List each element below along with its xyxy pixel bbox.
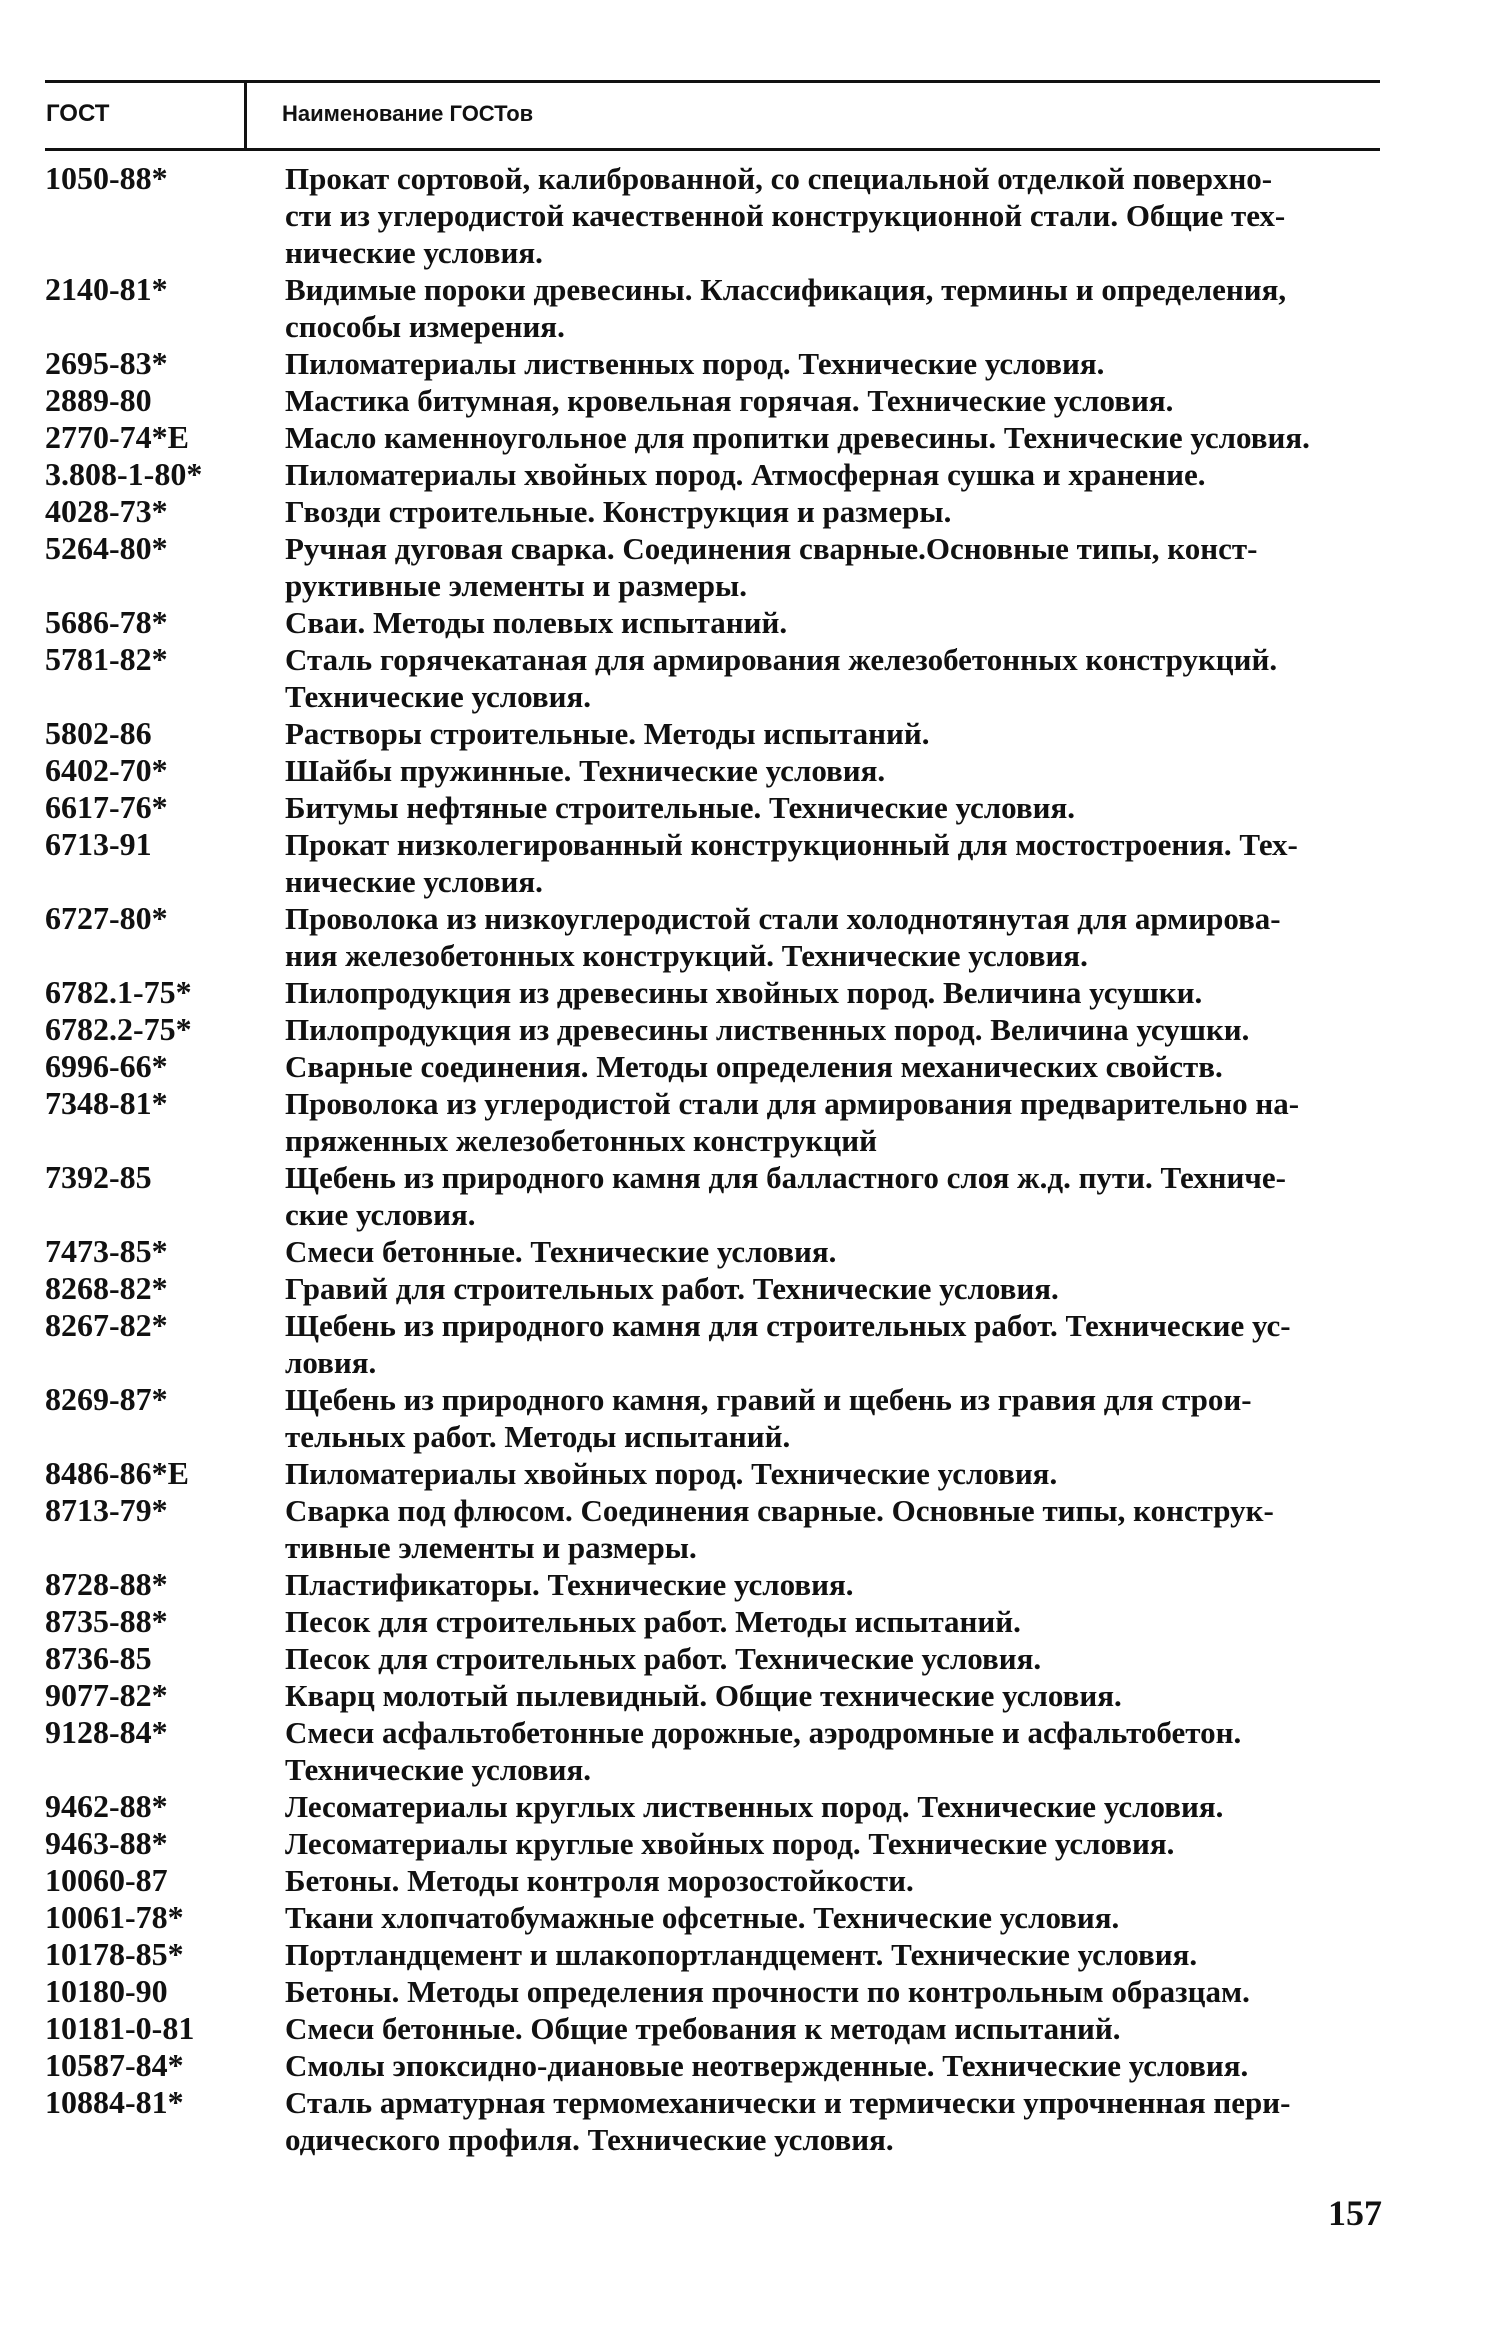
- gost-title-line: Проволока из низкоуглеродистой стали холоднотянутая для армирова-: [285, 901, 1281, 936]
- gost-title-line: Сталь горячекатаная для армирования железобетонных конструкций.: [285, 642, 1278, 677]
- gost-title-line: Технические условия.: [285, 1752, 592, 1787]
- gost-title-line: ловия.: [285, 1345, 377, 1380]
- table-row: [45, 826, 1385, 900]
- gost-title: [285, 2010, 1385, 2047]
- gost-code: 9077-82*: [45, 1677, 168, 1713]
- gost-title-line: Ручная дуговая сварка. Соединения сварные.Основные типы, конст-: [285, 531, 1258, 566]
- table-row: [45, 1492, 1385, 1566]
- gost-code: 2770-74*Е: [45, 419, 189, 455]
- gost-code: 8269-87*: [45, 1381, 168, 1417]
- gost-title-line: Песок для строительных работ. Технические условия.: [285, 1641, 1042, 1676]
- gost-title-line: Сварка под флюсом. Соединения сварные. Основные типы, конструк-: [285, 1493, 1274, 1528]
- gost-title-line: ния железобетонных конструкций. Технические условия.: [285, 938, 1088, 973]
- gost-title: [285, 1381, 1385, 1455]
- gost-code: 5686-78*: [45, 604, 168, 640]
- gost-title: [285, 160, 1385, 271]
- gost-code: 5802-86: [45, 715, 152, 751]
- gost-title: [285, 456, 1385, 493]
- column-header-name: Наименование ГОСТов: [282, 101, 534, 126]
- gost-code: 10180-90: [45, 1973, 168, 2009]
- table-row: [45, 604, 1385, 641]
- table-row: [45, 1270, 1385, 1307]
- gost-title-line: Мастика битумная, кровельная горячая. Технические условия.: [285, 383, 1174, 418]
- gost-title: [285, 826, 1385, 900]
- gost-title-line: Шайбы пружинные. Технические условия.: [285, 753, 886, 788]
- gost-title: [285, 2084, 1385, 2158]
- gost-title-line: Бетоны. Методы определения прочности по контрольным образцам.: [285, 1974, 1250, 2009]
- gost-code: 10181-0-81: [45, 2010, 195, 2046]
- table-row: [45, 1048, 1385, 1085]
- gost-title: [285, 419, 1385, 456]
- gost-code: 10061-78*: [45, 1899, 184, 1935]
- table-row: [45, 419, 1385, 456]
- table-row: [45, 1788, 1385, 1825]
- gost-code: 8713-79*: [45, 1492, 168, 1528]
- table-row: [45, 974, 1385, 1011]
- gost-title-line: Щебень из природного камня для строительных работ. Технические ус-: [285, 1308, 1291, 1343]
- gost-title: [285, 1159, 1385, 1233]
- page-number: 157: [1328, 2193, 1382, 2233]
- gost-title: [285, 604, 1385, 641]
- table-row: [45, 1381, 1385, 1455]
- gost-code: 5781-82*: [45, 641, 168, 677]
- table-row: [45, 1233, 1385, 1270]
- gost-title-line: Пиломатериалы хвойных пород. Атмосферная сушка и хранение.: [285, 457, 1206, 492]
- gost-title: [285, 1825, 1385, 1862]
- gost-title-line: Бетоны. Методы контроля морозостойкости.: [285, 1863, 914, 1898]
- gost-title: [285, 1640, 1385, 1677]
- gost-title: [285, 1973, 1385, 2010]
- gost-title-line: Прокат сортовой, калиброванной, со специальной отделкой поверхно-: [285, 161, 1273, 196]
- gost-title: [285, 530, 1385, 604]
- gost-title-line: Лесоматериалы круглых лиственных пород. Технические условия.: [285, 1789, 1224, 1824]
- table-row: [45, 1566, 1385, 1603]
- gost-table-body: [45, 160, 1385, 2158]
- table-row: [45, 493, 1385, 530]
- gost-code: 8268-82*: [45, 1270, 168, 1306]
- gost-title-line: тельных работ. Методы испытаний.: [285, 1419, 791, 1454]
- gost-title: [285, 1677, 1385, 1714]
- gost-title: [285, 974, 1385, 1011]
- gost-title: [285, 271, 1385, 345]
- gost-title-line: Прокат низколегированный конструкционный для мостостроения. Тех-: [285, 827, 1298, 862]
- gost-title-line: Пилопродукция из древесины лиственных пород. Величина усушки.: [285, 1012, 1250, 1047]
- gost-code: 6713-91: [45, 826, 152, 862]
- gost-code: 6782.2-75*: [45, 1011, 192, 1047]
- gost-title-line: Смолы эпоксидно-диановые неотвержденные. Технические условия.: [285, 2048, 1249, 2083]
- table-row: [45, 900, 1385, 974]
- gost-code: 10884-81*: [45, 2084, 184, 2120]
- gost-title-line: Технические условия.: [285, 679, 592, 714]
- gost-title-line: Смеси бетонные. Технические условия.: [285, 1234, 837, 1269]
- table-row: [45, 530, 1385, 604]
- gost-title-line: Ткани хлопчатобумажные офсетные. Технические условия.: [285, 1900, 1120, 1935]
- table-row: [45, 1825, 1385, 1862]
- gost-title: [285, 345, 1385, 382]
- gost-code: 6727-80*: [45, 900, 168, 936]
- table-row: [45, 1159, 1385, 1233]
- table-row: [45, 1603, 1385, 1640]
- table-row: [45, 1862, 1385, 1899]
- gost-title: [285, 1270, 1385, 1307]
- table-row: [45, 382, 1385, 419]
- gost-title-line: ские условия.: [285, 1197, 476, 1232]
- gost-title: [285, 1085, 1385, 1159]
- gost-code: 1050-88*: [45, 160, 168, 196]
- gost-title-line: Пилопродукция из древесины хвойных пород. Величина усушки.: [285, 975, 1203, 1010]
- gost-code: 10178-85*: [45, 1936, 184, 1972]
- gost-title-line: Пиломатериалы хвойных пород. Технические условия.: [285, 1456, 1058, 1491]
- gost-title-line: Кварц молотый пылевидный. Общие технические условия.: [285, 1678, 1122, 1713]
- gost-title-line: пряженных железобетонных конструкций: [285, 1123, 877, 1158]
- table-row: [45, 1714, 1385, 1788]
- table-row: [45, 456, 1385, 493]
- gost-code: 9128-84*: [45, 1714, 168, 1750]
- gost-title: [285, 1566, 1385, 1603]
- gost-title: [285, 1492, 1385, 1566]
- gost-title: [285, 641, 1385, 715]
- gost-title: [285, 900, 1385, 974]
- gost-title-line: Сталь арматурная термомеханически и термически упрочненная пери-: [285, 2085, 1291, 2120]
- gost-title: [285, 1307, 1385, 1381]
- gost-title: [285, 1011, 1385, 1048]
- table-row: [45, 1936, 1385, 1973]
- gost-title-line: тивные элементы и размеры.: [285, 1530, 697, 1565]
- gost-title-line: Пластификаторы. Технические условия.: [285, 1567, 854, 1602]
- table-row: [45, 789, 1385, 826]
- table-row: [45, 715, 1385, 752]
- gost-code: 3.808-1-80*: [45, 456, 203, 492]
- gost-code: 6996-66*: [45, 1048, 168, 1084]
- gost-title-line: Сваи. Методы полевых испытаний.: [285, 605, 788, 640]
- gost-title: [285, 752, 1385, 789]
- gost-code: 4028-73*: [45, 493, 168, 529]
- gost-code: 2889-80: [45, 382, 152, 418]
- column-header-gost: ГОСТ: [46, 100, 110, 127]
- gost-title-line: сти из углеродистой качественной конструкционной стали. Общие тех-: [285, 198, 1286, 233]
- table-row: [45, 752, 1385, 789]
- gost-code: 7473-85*: [45, 1233, 168, 1269]
- gost-title-line: Растворы строительные. Методы испытаний.: [285, 716, 930, 751]
- gost-code: 2140-81*: [45, 271, 168, 307]
- gost-title-line: Видимые пороки древесины. Классификация, термины и определения,: [285, 272, 1287, 307]
- gost-title-line: Щебень из природного камня для балластного слоя ж.д. пути. Техниче-: [285, 1160, 1286, 1195]
- gost-title: [285, 1899, 1385, 1936]
- gost-code: 9463-88*: [45, 1825, 168, 1861]
- gost-title-line: способы измерения.: [285, 309, 565, 344]
- table-row: [45, 271, 1385, 345]
- gost-code: 10060-87: [45, 1862, 168, 1898]
- gost-code: 7392-85: [45, 1159, 152, 1195]
- table-row: [45, 2010, 1385, 2047]
- gost-title-line: руктивные элементы и размеры.: [285, 568, 747, 603]
- gost-code: 8728-88*: [45, 1566, 168, 1602]
- gost-code: 8735-88*: [45, 1603, 168, 1639]
- table-row: [45, 1011, 1385, 1048]
- gost-title-line: одического профиля. Технические условия.: [285, 2122, 894, 2157]
- gost-title-line: Песок для строительных работ. Методы испытаний.: [285, 1604, 1021, 1639]
- gost-title: [285, 1233, 1385, 1270]
- table-row: [45, 1307, 1385, 1381]
- gost-title: [285, 1455, 1385, 1492]
- gost-title: [285, 1048, 1385, 1085]
- table-row: [45, 345, 1385, 382]
- gost-title-line: Масло каменноугольное для пропитки древесины. Технические условия.: [285, 420, 1310, 455]
- gost-title: [285, 1788, 1385, 1825]
- gost-code: 8486-86*Е: [45, 1455, 189, 1491]
- gost-title-line: Гравий для строительных работ. Технические условия.: [285, 1271, 1059, 1306]
- gost-title: [285, 382, 1385, 419]
- gost-title-line: Пиломатериалы лиственных пород. Технические условия.: [285, 346, 1105, 381]
- gost-title-line: Битумы нефтяные строительные. Технические условия.: [285, 790, 1076, 825]
- gost-title-line: Портландцемент и шлакопортландцемент. Технические условия.: [285, 1937, 1198, 1972]
- gost-title: [285, 1936, 1385, 1973]
- gost-title: [285, 789, 1385, 826]
- gost-code: 8267-82*: [45, 1307, 168, 1343]
- gost-title: [285, 1714, 1385, 1788]
- gost-title-line: Гвозди строительные. Конструкция и размеры.: [285, 494, 952, 529]
- table-row: [45, 1085, 1385, 1159]
- table-row: [45, 2084, 1385, 2158]
- gost-code: 6402-70*: [45, 752, 168, 788]
- table-row: [45, 1973, 1385, 2010]
- header-column-divider: [244, 80, 247, 150]
- gost-title-line: Смеси асфальтобетонные дорожные, аэродромные и асфальтобетон.: [285, 1715, 1242, 1750]
- gost-title-line: нические условия.: [285, 864, 543, 899]
- table-row: [45, 1899, 1385, 1936]
- gost-code: 2695-83*: [45, 345, 168, 381]
- gost-title: [285, 1862, 1385, 1899]
- gost-code: 8736-85: [45, 1640, 152, 1676]
- table-row: [45, 641, 1385, 715]
- gost-title: [285, 715, 1385, 752]
- gost-title-line: Проволока из углеродистой стали для армирования предварительно на-: [285, 1086, 1300, 1121]
- gost-title-line: Щебень из природного камня, гравий и щебень из гравия для строи-: [285, 1382, 1252, 1417]
- gost-title: [285, 1603, 1385, 1640]
- gost-code: 6782.1-75*: [45, 974, 192, 1010]
- gost-code: 10587-84*: [45, 2047, 184, 2083]
- table-row: [45, 1455, 1385, 1492]
- table-header-rule: [45, 148, 1380, 151]
- gost-code: 5264-80*: [45, 530, 168, 566]
- table-row: [45, 1640, 1385, 1677]
- gost-title: [285, 493, 1385, 530]
- gost-code: 7348-81*: [45, 1085, 168, 1121]
- table-row: [45, 2047, 1385, 2084]
- gost-code: 6617-76*: [45, 789, 168, 825]
- table-row: [45, 160, 1385, 271]
- gost-code: 9462-88*: [45, 1788, 168, 1824]
- table-row: [45, 1677, 1385, 1714]
- gost-title-line: Лесоматериалы круглые хвойных пород. Технические условия.: [285, 1826, 1175, 1861]
- gost-title: [285, 2047, 1385, 2084]
- gost-title-line: нические условия.: [285, 235, 543, 270]
- gost-title-line: Сварные соединения. Методы определения механических свойств.: [285, 1049, 1223, 1084]
- gost-title-line: Смеси бетонные. Общие требования к методам испытаний.: [285, 2011, 1121, 2046]
